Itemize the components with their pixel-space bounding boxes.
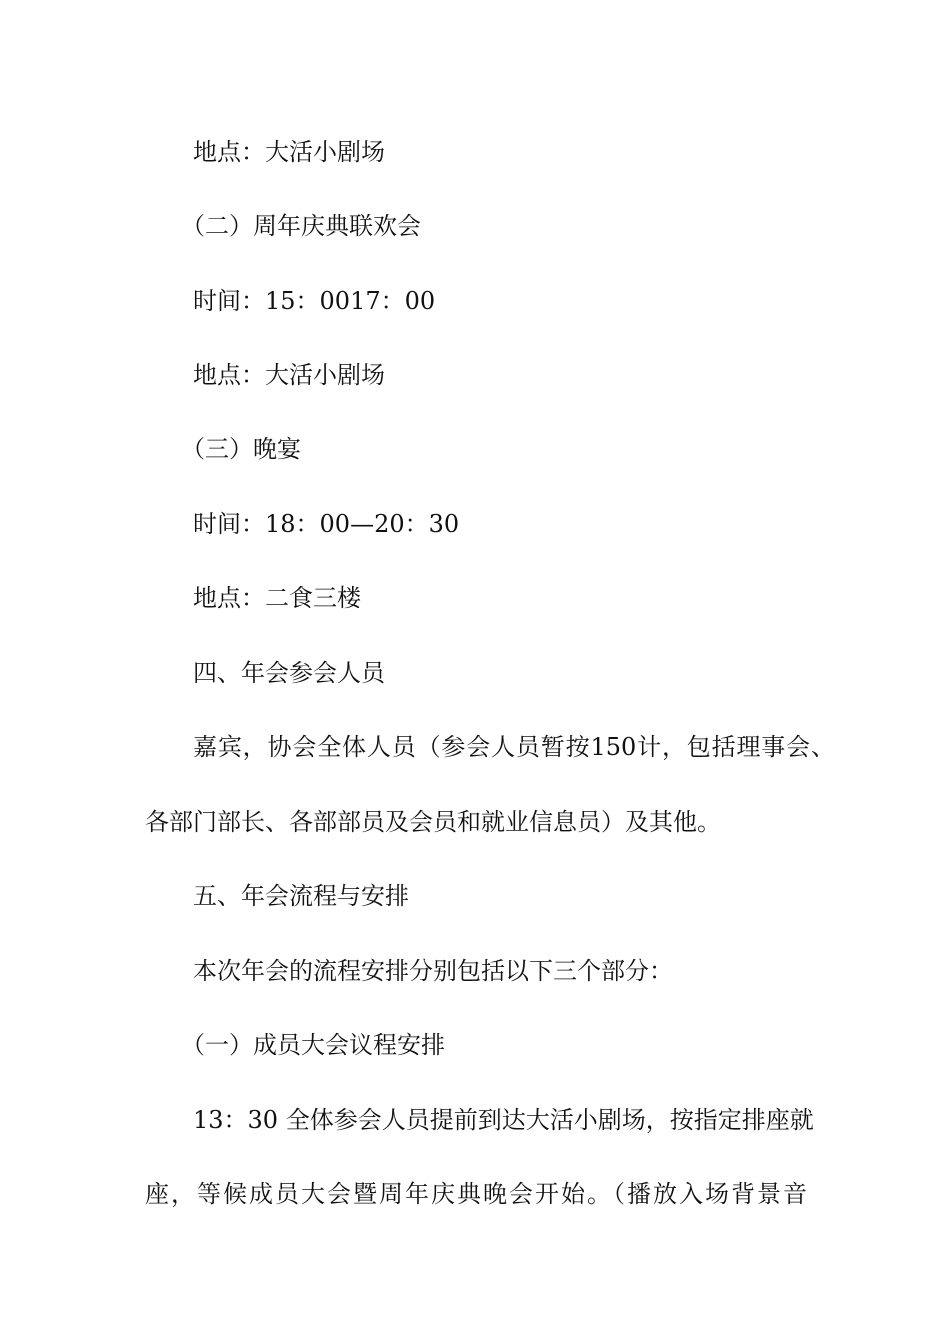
text-line-process-intro: 本次年会的流程安排分别包括以下三个部分： [193, 957, 673, 985]
heading-attendees: 四、年会参会人员 [193, 659, 385, 687]
paragraph-attendees-line-1: 嘉宾，协会全体人员（参会人员暂按150计，包括理事会、 [193, 733, 835, 761]
text-line-location-2: 地点：大活小剧场 [193, 361, 385, 389]
paragraph-agenda-line-2: 座，等候成员大会暨周年庆典晚会开始。（播放入场背景音 [145, 1180, 807, 1208]
heading-process: 五、年会流程与安排 [193, 882, 409, 910]
paragraph-attendees-line-2: 各部门部长、各部部员及会员和就业信息员）及其他。 [145, 808, 721, 836]
heading-anniversary-party: （二）周年庆典联欢会 [181, 212, 421, 240]
text-line-location-1: 地点：大活小剧场 [193, 138, 385, 166]
text-line-location-3: 地点：二食三楼 [193, 584, 361, 612]
heading-member-meeting: （一）成员大会议程安排 [181, 1031, 445, 1059]
text-line-time-2: 时间：18：00—20：30 [193, 510, 460, 538]
text-line-time-1: 时间：15：0017：00 [193, 287, 436, 315]
paragraph-agenda-line-1: 13：30 全体参会人员提前到达大活小剧场，按指定排座就 [193, 1106, 814, 1134]
heading-banquet: （三）晚宴 [181, 435, 301, 463]
